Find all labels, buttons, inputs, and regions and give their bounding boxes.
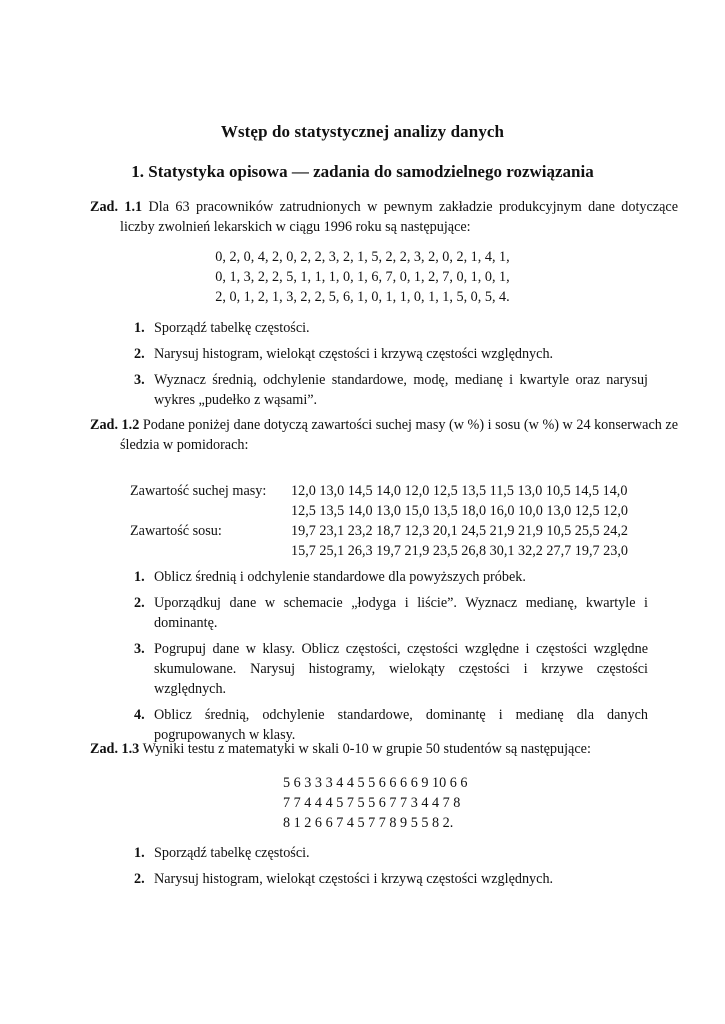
data-line: 5 6 3 3 3 4 4 5 5 6 6 6 6 9 10 6 6 [283, 775, 468, 791]
list-item [134, 567, 648, 587]
item-text: Pogrupuj dane w klasy. Oblicz częstości, częstości względne i częstości względne skumulowane. Narysuj histogramy, wielokąty częstości i krzywe częstości względnych. [154, 641, 648, 697]
section-title: 1. Statystyka opisowa — zadania do samodzielnego rozwiązania [131, 162, 594, 181]
row-label: Zawartość suchej masy: [130, 483, 267, 499]
task-text: Podane poniżej dane dotyczą zawartości suchej masy (w %) i sosu (w %) w 24 konserwach ze śledzia w pomidorach: [120, 417, 679, 453]
task-1-2-statement [90, 415, 678, 455]
item-number: 3. [134, 641, 145, 657]
item-text: Narysuj histogram, wielokąt częstości i krzywą częstości względnych. [154, 871, 554, 887]
task-label: Zad. 1.2 [90, 417, 140, 433]
data-line: 2, 0, 1, 2, 1, 3, 2, 2, 5, 6, 1, 0, 1, 1, 0, 1, 1, 5, 0, 5, 4. [215, 289, 510, 305]
document-title: Wstęp do statystycznej analizy danych [220, 122, 505, 141]
item-number: 1. [134, 569, 145, 585]
item-number: 3. [134, 372, 145, 388]
item-text: Uporządkuj dane w schemacie „łodyga i liście”. Wyznacz medianę, kwartyle i dominantę. [154, 595, 648, 631]
task-1-3-items [134, 843, 648, 895]
list-item [134, 318, 648, 338]
item-text: Sporządź tabelkę częstości. [154, 320, 310, 336]
item-number: 1. [134, 845, 145, 861]
item-number: 2. [134, 346, 145, 362]
list-item [134, 639, 648, 699]
item-text: Oblicz średnią i odchylenie standardowe dla powyższych próbek. [154, 569, 526, 585]
row-values: 19,7 23,1 23,2 18,7 12,3 20,1 24,5 21,9 21,9 10,5 25,5 24,2 [291, 523, 628, 539]
task-label: Zad. 1.3 [90, 741, 140, 757]
list-item [134, 593, 648, 633]
item-text: Oblicz średnią, odchylenie standardowe, dominantę i medianę dla danych pogrupowanych w klasy. [154, 707, 648, 743]
task-1-1-statement [90, 197, 678, 237]
list-item [134, 344, 648, 364]
data-line: 0, 2, 0, 4, 2, 0, 2, 2, 3, 2, 1, 5, 2, 2, 3, 2, 0, 2, 1, 4, 1, [215, 249, 510, 265]
data-line: 7 7 4 4 4 5 7 5 5 6 7 7 3 4 4 7 8 [283, 795, 461, 811]
list-item [134, 370, 648, 410]
task-1-2-items [134, 567, 648, 751]
item-number: 2. [134, 871, 145, 887]
item-text: Sporządź tabelkę częstości. [154, 845, 310, 861]
data-line: 0, 1, 3, 2, 2, 5, 1, 1, 1, 0, 1, 6, 7, 0, 1, 2, 7, 0, 1, 0, 1, [215, 269, 510, 285]
list-item [134, 869, 648, 889]
task-text: Wyniki testu z matematyki w skali 0-10 w grupie 50 studentów są następujące: [142, 741, 591, 757]
task-text: Dla 63 pracowników zatrudnionych w pewnym zakładzie produkcyjnym dane dotyczące liczby zwolnień lekarskich w ciągu 1996 roku są następujące: [120, 199, 679, 235]
task-label: Zad. 1.1 [90, 199, 143, 215]
list-item [134, 843, 648, 863]
item-text: Wyznacz średnią, odchylenie standardowe, modę, medianę i kwartyle oraz narysuj wykres „pudełko z wąsami”. [154, 372, 648, 408]
row-values: 12,0 13,0 14,5 14,0 12,0 12,5 13,5 11,5 13,0 10,5 14,5 14,0 [291, 483, 628, 499]
task-1-1-items [134, 318, 648, 416]
item-number: 2. [134, 595, 145, 611]
data-line: 8 1 2 6 6 7 4 5 7 7 8 9 5 5 8 2. [283, 815, 454, 831]
item-number: 4. [134, 707, 145, 723]
row-label: Zawartość sosu: [130, 523, 222, 539]
task-1-3-statement [90, 739, 678, 759]
item-text: Narysuj histogram, wielokąt częstości i krzywą częstości względnych. [154, 346, 554, 362]
row-values: 12,5 13,5 14,0 13,0 15,0 13,5 18,0 16,0 10,0 13,0 12,5 12,0 [291, 503, 628, 519]
item-number: 1. [134, 320, 145, 336]
row-values: 15,7 25,1 26,3 19,7 21,9 23,5 26,8 30,1 32,2 27,7 19,7 23,0 [291, 543, 628, 559]
